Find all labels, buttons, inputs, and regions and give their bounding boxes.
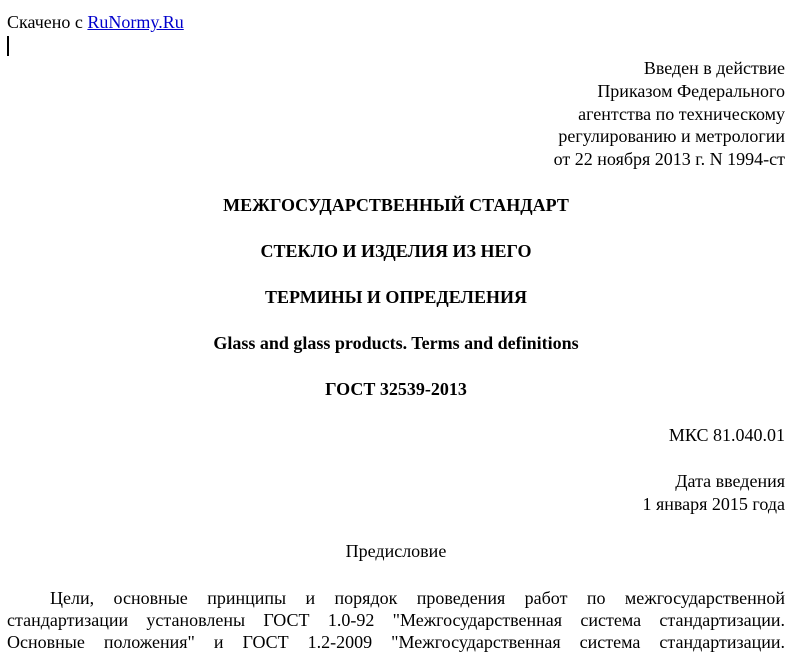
source-link[interactable]: RuNormy.Ru xyxy=(87,12,184,32)
standard-type-heading: МЕЖГОСУДАРСТВЕННЫЙ СТАНДАРТ xyxy=(223,195,569,215)
introduction-order-block xyxy=(554,57,785,171)
section-heading: Предисловие xyxy=(345,541,447,561)
paragraph-line: Цели, основные принципы и порядок проведения работ по межгосударственной xyxy=(50,588,785,608)
title-line-2: ТЕРМИНЫ И ОПРЕДЕЛЕНИЯ xyxy=(265,287,527,307)
intro-line: Введен в действие xyxy=(643,58,785,78)
mks-code: МКС 81.040.01 xyxy=(668,425,785,445)
paragraph-line: Основные положения" и ГОСТ 1.2-2009 "Межгосударственная система стандартизации. xyxy=(7,632,785,652)
foreword-paragraph xyxy=(7,587,785,653)
intro-line: Приказом Федерального xyxy=(597,80,785,101)
intro-line: от 22 ноября 2013 г. N 1994-ст xyxy=(553,149,785,170)
intro-line: регулированию и метрологии xyxy=(558,126,785,147)
title-line-1: СТЕКЛО И ИЗДЕЛИЯ ИЗ НЕГО xyxy=(260,241,532,261)
source-prefix: Скачено с xyxy=(7,12,88,32)
intro-line: агентства по техническому xyxy=(578,103,785,124)
intro-date-value: 1 января 2015 года xyxy=(642,494,785,514)
intro-date-label: Дата введения xyxy=(675,471,785,491)
text-cursor xyxy=(7,36,9,56)
paragraph-line: стандартизации установлены ГОСТ 1.0-92 "Межгосударственная система стандартизации. xyxy=(7,610,785,630)
gost-number: ГОСТ 32539-2013 xyxy=(325,379,467,399)
title-english: Glass and glass products. Terms and definitions xyxy=(213,333,579,353)
source-line xyxy=(7,11,184,33)
